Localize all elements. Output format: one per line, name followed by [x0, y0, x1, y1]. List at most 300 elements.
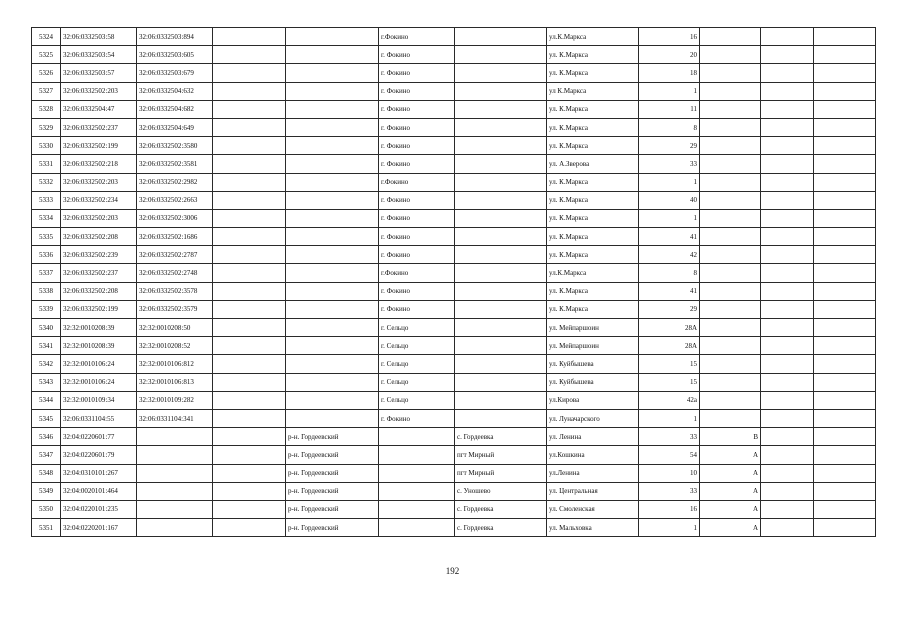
empty-cell: [213, 482, 286, 500]
table-row: [32, 137, 876, 155]
empty-cell: [213, 246, 286, 264]
town-cell: [379, 446, 455, 464]
house-number-cell: 10: [639, 464, 700, 482]
cadastral-number-cell: 32:06:0332502:199: [61, 300, 137, 318]
row-number-cell: 5336: [32, 246, 61, 264]
extra-cell-2: [814, 319, 876, 337]
letter-cell: [700, 118, 761, 136]
empty-cell: [213, 282, 286, 300]
object-number-cell: [137, 482, 213, 500]
house-number-cell: 1: [639, 209, 700, 227]
extra-cell: [761, 337, 814, 355]
district-cell: [286, 46, 379, 64]
row-number-cell: 5339: [32, 300, 61, 318]
row-number-cell: 5347: [32, 446, 61, 464]
table-row: [32, 446, 876, 464]
table-row: [32, 337, 876, 355]
district-cell: [286, 337, 379, 355]
register-table: [31, 27, 876, 537]
street-cell: ул. Куйбышева: [547, 373, 639, 391]
town-cell: [379, 519, 455, 537]
empty-cell: [213, 409, 286, 427]
extra-cell-2: [814, 482, 876, 500]
town-cell: г. Фокино: [379, 246, 455, 264]
cadastral-number-cell: 32:32:0010106:24: [61, 373, 137, 391]
cadastral-number-cell: 32:04:0220101:235: [61, 500, 137, 518]
empty-cell: [213, 391, 286, 409]
row-number-cell: 5325: [32, 46, 61, 64]
town-cell: г. Сельцо: [379, 337, 455, 355]
settlement-cell: [455, 282, 547, 300]
street-cell: ул. Мейпаршоин: [547, 319, 639, 337]
table-row: [32, 355, 876, 373]
extra-cell: [761, 228, 814, 246]
letter-cell: [700, 337, 761, 355]
empty-cell: [213, 118, 286, 136]
row-number-cell: 5335: [32, 228, 61, 246]
settlement-cell: [455, 228, 547, 246]
empty-cell: [213, 64, 286, 82]
street-cell: ул. К.Маркса: [547, 191, 639, 209]
empty-cell: [213, 28, 286, 46]
extra-cell-2: [814, 337, 876, 355]
letter-cell: [700, 319, 761, 337]
house-number-cell: 1: [639, 173, 700, 191]
district-cell: [286, 137, 379, 155]
district-cell: [286, 391, 379, 409]
table-row: [32, 100, 876, 118]
extra-cell-2: [814, 246, 876, 264]
row-number-cell: 5338: [32, 282, 61, 300]
district-cell: [286, 409, 379, 427]
settlement-cell: [455, 355, 547, 373]
row-number-cell: 5342: [32, 355, 61, 373]
settlement-cell: с. Гордеевка: [455, 428, 547, 446]
extra-cell: [761, 391, 814, 409]
extra-cell-2: [814, 391, 876, 409]
object-number-cell: 32:06:0332502:3578: [137, 282, 213, 300]
table-row: [32, 428, 876, 446]
object-number-cell: 32:06:0332502:3581: [137, 155, 213, 173]
empty-cell: [213, 82, 286, 100]
row-number-cell: 5333: [32, 191, 61, 209]
empty-cell: [213, 337, 286, 355]
table-row: [32, 300, 876, 318]
street-cell: ул.К.Маркса: [547, 264, 639, 282]
extra-cell: [761, 173, 814, 191]
table-row: [32, 209, 876, 227]
house-number-cell: 33: [639, 482, 700, 500]
object-number-cell: 32:06:0332504:649: [137, 118, 213, 136]
house-number-cell: 29: [639, 137, 700, 155]
house-number-cell: 18: [639, 64, 700, 82]
row-number-cell: 5340: [32, 319, 61, 337]
town-cell: г. Фокино: [379, 46, 455, 64]
letter-cell: [700, 264, 761, 282]
cadastral-number-cell: 32:06:0331104:55: [61, 409, 137, 427]
town-cell: г. Фокино: [379, 64, 455, 82]
town-cell: г. Фокино: [379, 191, 455, 209]
house-number-cell: 54: [639, 446, 700, 464]
district-cell: [286, 300, 379, 318]
street-cell: ул. Луначарского: [547, 409, 639, 427]
letter-cell: А: [700, 482, 761, 500]
table-row: [32, 282, 876, 300]
table-row: [32, 519, 876, 537]
extra-cell-2: [814, 64, 876, 82]
house-number-cell: 28А: [639, 337, 700, 355]
extra-cell-2: [814, 355, 876, 373]
extra-cell: [761, 191, 814, 209]
town-cell: г. Фокино: [379, 155, 455, 173]
cadastral-number-cell: 32:06:0332502:208: [61, 282, 137, 300]
empty-cell: [213, 209, 286, 227]
extra-cell: [761, 246, 814, 264]
letter-cell: А: [700, 519, 761, 537]
town-cell: [379, 428, 455, 446]
table-row: [32, 28, 876, 46]
house-number-cell: 1: [639, 409, 700, 427]
street-cell: ул.Кирова: [547, 391, 639, 409]
street-cell: ул. К.Маркса: [547, 282, 639, 300]
row-number-cell: 5350: [32, 500, 61, 518]
row-number-cell: 5328: [32, 100, 61, 118]
extra-cell-2: [814, 428, 876, 446]
settlement-cell: с. Гордеевка: [455, 500, 547, 518]
letter-cell: А: [700, 446, 761, 464]
empty-cell: [213, 428, 286, 446]
district-cell: [286, 118, 379, 136]
street-cell: ул. Ленина: [547, 428, 639, 446]
letter-cell: В: [700, 428, 761, 446]
letter-cell: [700, 409, 761, 427]
table-row: [32, 118, 876, 136]
house-number-cell: 41: [639, 228, 700, 246]
row-number-cell: 5324: [32, 28, 61, 46]
row-number-cell: 5329: [32, 118, 61, 136]
district-cell: [286, 282, 379, 300]
district-cell: [286, 355, 379, 373]
object-number-cell: [137, 519, 213, 537]
object-number-cell: 32:06:0332502:3579: [137, 300, 213, 318]
house-number-cell: 15: [639, 355, 700, 373]
cadastral-number-cell: 32:06:0332502:239: [61, 246, 137, 264]
street-cell: ул. Смоленская: [547, 500, 639, 518]
district-cell: [286, 173, 379, 191]
cadastral-number-cell: 32:06:0332503:58: [61, 28, 137, 46]
row-number-cell: 5348: [32, 464, 61, 482]
town-cell: г. Фокино: [379, 82, 455, 100]
town-cell: г. Сельцо: [379, 355, 455, 373]
table-row: [32, 319, 876, 337]
extra-cell-2: [814, 100, 876, 118]
town-cell: г. Фокино: [379, 300, 455, 318]
settlement-cell: [455, 373, 547, 391]
extra-cell: [761, 264, 814, 282]
settlement-cell: [455, 337, 547, 355]
house-number-cell: 8: [639, 118, 700, 136]
row-number-cell: 5337: [32, 264, 61, 282]
settlement-cell: пгт Мирный: [455, 464, 547, 482]
extra-cell: [761, 137, 814, 155]
district-cell: [286, 264, 379, 282]
object-number-cell: 32:32:0010106:813: [137, 373, 213, 391]
cadastral-number-cell: 32:06:0332503:57: [61, 64, 137, 82]
town-cell: г.Фокино: [379, 264, 455, 282]
empty-cell: [213, 100, 286, 118]
house-number-cell: 42а: [639, 391, 700, 409]
extra-cell-2: [814, 446, 876, 464]
cadastral-number-cell: 32:06:0332502:234: [61, 191, 137, 209]
street-cell: ул. К.Маркса: [547, 46, 639, 64]
empty-cell: [213, 155, 286, 173]
street-cell: ул.Кошкина: [547, 446, 639, 464]
row-number-cell: 5332: [32, 173, 61, 191]
table-row: [32, 373, 876, 391]
settlement-cell: [455, 173, 547, 191]
extra-cell: [761, 155, 814, 173]
settlement-cell: [455, 100, 547, 118]
empty-cell: [213, 464, 286, 482]
extra-cell-2: [814, 519, 876, 537]
house-number-cell: 33: [639, 155, 700, 173]
extra-cell-2: [814, 373, 876, 391]
extra-cell: [761, 64, 814, 82]
house-number-cell: 16: [639, 28, 700, 46]
district-cell: [286, 228, 379, 246]
object-number-cell: 32:06:0332502:2748: [137, 264, 213, 282]
town-cell: г. Фокино: [379, 409, 455, 427]
extra-cell: [761, 482, 814, 500]
letter-cell: [700, 300, 761, 318]
cadastral-number-cell: 32:06:0332502:199: [61, 137, 137, 155]
house-number-cell: 40: [639, 191, 700, 209]
town-cell: г.Фокино: [379, 28, 455, 46]
street-cell: ул. Куйбышева: [547, 355, 639, 373]
house-number-cell: 1: [639, 519, 700, 537]
cadastral-number-cell: 32:04:0220201:167: [61, 519, 137, 537]
row-number-cell: 5334: [32, 209, 61, 227]
empty-cell: [213, 319, 286, 337]
town-cell: г. Фокино: [379, 118, 455, 136]
settlement-cell: [455, 82, 547, 100]
letter-cell: [700, 391, 761, 409]
empty-cell: [213, 173, 286, 191]
district-cell: р-н. Гордеевский: [286, 446, 379, 464]
house-number-cell: 33: [639, 428, 700, 446]
settlement-cell: [455, 46, 547, 64]
row-number-cell: 5341: [32, 337, 61, 355]
street-cell: ул. К.Маркса: [547, 300, 639, 318]
row-number-cell: 5326: [32, 64, 61, 82]
letter-cell: [700, 191, 761, 209]
cadastral-number-cell: 32:06:0332503:54: [61, 46, 137, 64]
row-number-cell: 5344: [32, 391, 61, 409]
house-number-cell: 29: [639, 300, 700, 318]
table-row: [32, 409, 876, 427]
extra-cell-2: [814, 282, 876, 300]
extra-cell: [761, 373, 814, 391]
row-number-cell: 5345: [32, 409, 61, 427]
extra-cell-2: [814, 82, 876, 100]
empty-cell: [213, 355, 286, 373]
empty-cell: [213, 137, 286, 155]
extra-cell: [761, 519, 814, 537]
settlement-cell: с. Уношево: [455, 482, 547, 500]
object-number-cell: 32:06:0332502:3006: [137, 209, 213, 227]
town-cell: г. Фокино: [379, 282, 455, 300]
table-row: [32, 482, 876, 500]
cadastral-number-cell: 32:32:0010208:39: [61, 337, 137, 355]
letter-cell: [700, 137, 761, 155]
settlement-cell: [455, 319, 547, 337]
extra-cell: [761, 500, 814, 518]
street-cell: ул. К.Маркса: [547, 64, 639, 82]
district-cell: [286, 209, 379, 227]
cadastral-number-cell: 32:06:0332502:237: [61, 118, 137, 136]
cadastral-number-cell: 32:06:0332502:203: [61, 209, 137, 227]
extra-cell-2: [814, 300, 876, 318]
object-number-cell: 32:32:0010109:282: [137, 391, 213, 409]
extra-cell: [761, 319, 814, 337]
settlement-cell: [455, 391, 547, 409]
town-cell: г. Фокино: [379, 228, 455, 246]
extra-cell-2: [814, 155, 876, 173]
district-cell: р-н. Гордеевский: [286, 519, 379, 537]
house-number-cell: 28А: [639, 319, 700, 337]
house-number-cell: 41: [639, 282, 700, 300]
settlement-cell: пгт Мирный: [455, 446, 547, 464]
district-cell: [286, 28, 379, 46]
letter-cell: [700, 228, 761, 246]
object-number-cell: 32:32:0010208:52: [137, 337, 213, 355]
extra-cell-2: [814, 500, 876, 518]
settlement-cell: [455, 300, 547, 318]
cadastral-number-cell: 32:04:0220601:79: [61, 446, 137, 464]
letter-cell: [700, 209, 761, 227]
settlement-cell: [455, 264, 547, 282]
row-number-cell: 5331: [32, 155, 61, 173]
extra-cell-2: [814, 228, 876, 246]
street-cell: ул.К.Маркса: [547, 28, 639, 46]
letter-cell: [700, 46, 761, 64]
table-row: [32, 246, 876, 264]
house-number-cell: 11: [639, 100, 700, 118]
street-cell: ул. К.Маркса: [547, 137, 639, 155]
empty-cell: [213, 373, 286, 391]
extra-cell: [761, 300, 814, 318]
cadastral-number-cell: 32:06:0332504:47: [61, 100, 137, 118]
settlement-cell: [455, 118, 547, 136]
district-cell: [286, 82, 379, 100]
table-row: [32, 173, 876, 191]
table-row: [32, 155, 876, 173]
table-row: [32, 64, 876, 82]
settlement-cell: [455, 246, 547, 264]
town-cell: г. Фокино: [379, 137, 455, 155]
cadastral-number-cell: 32:32:0010208:39: [61, 319, 137, 337]
extra-cell-2: [814, 118, 876, 136]
street-cell: ул. К.Маркса: [547, 118, 639, 136]
settlement-cell: [455, 64, 547, 82]
letter-cell: [700, 155, 761, 173]
letter-cell: [700, 173, 761, 191]
house-number-cell: 20: [639, 46, 700, 64]
house-number-cell: 8: [639, 264, 700, 282]
street-cell: ул. Мальховка: [547, 519, 639, 537]
table-row: [32, 191, 876, 209]
table-row: [32, 228, 876, 246]
street-cell: ул. Центральная: [547, 482, 639, 500]
town-cell: [379, 482, 455, 500]
object-number-cell: 32:06:0332502:3580: [137, 137, 213, 155]
extra-cell-2: [814, 209, 876, 227]
district-cell: [286, 64, 379, 82]
district-cell: р-н. Гордеевский: [286, 500, 379, 518]
house-number-cell: 16: [639, 500, 700, 518]
town-cell: г.Фокино: [379, 173, 455, 191]
town-cell: [379, 464, 455, 482]
row-number-cell: 5343: [32, 373, 61, 391]
extra-cell: [761, 100, 814, 118]
table-body: [32, 28, 876, 537]
empty-cell: [213, 228, 286, 246]
street-cell: ул. Мейпаршоин: [547, 337, 639, 355]
extra-cell: [761, 118, 814, 136]
letter-cell: [700, 246, 761, 264]
town-cell: г. Сельцо: [379, 391, 455, 409]
house-number-cell: 42: [639, 246, 700, 264]
row-number-cell: 5330: [32, 137, 61, 155]
settlement-cell: [455, 191, 547, 209]
row-number-cell: 5349: [32, 482, 61, 500]
empty-cell: [213, 500, 286, 518]
cadastral-number-cell: 32:32:0010106:24: [61, 355, 137, 373]
extra-cell: [761, 209, 814, 227]
extra-cell-2: [814, 191, 876, 209]
extra-cell-2: [814, 137, 876, 155]
letter-cell: [700, 64, 761, 82]
letter-cell: [700, 100, 761, 118]
district-cell: [286, 319, 379, 337]
street-cell: ул К.Маркса: [547, 82, 639, 100]
letter-cell: [700, 355, 761, 373]
cadastral-number-cell: 32:06:0332502:218: [61, 155, 137, 173]
letter-cell: [700, 282, 761, 300]
street-cell: ул. К.Маркса: [547, 100, 639, 118]
settlement-cell: [455, 409, 547, 427]
town-cell: [379, 500, 455, 518]
object-number-cell: 32:32:0010106:812: [137, 355, 213, 373]
cadastral-number-cell: 32:06:0332502:203: [61, 173, 137, 191]
house-number-cell: 1: [639, 82, 700, 100]
house-number-cell: 15: [639, 373, 700, 391]
cadastral-number-cell: 32:04:0310101:267: [61, 464, 137, 482]
street-cell: ул.Ленина: [547, 464, 639, 482]
street-cell: ул. А.Зверова: [547, 155, 639, 173]
object-number-cell: 32:06:0332502:2663: [137, 191, 213, 209]
letter-cell: [700, 28, 761, 46]
object-number-cell: [137, 500, 213, 518]
street-cell: ул. К.Маркса: [547, 228, 639, 246]
empty-cell: [213, 264, 286, 282]
object-number-cell: 32:06:0332504:682: [137, 100, 213, 118]
extra-cell-2: [814, 409, 876, 427]
extra-cell-2: [814, 28, 876, 46]
letter-cell: А: [700, 500, 761, 518]
empty-cell: [213, 46, 286, 64]
extra-cell: [761, 428, 814, 446]
